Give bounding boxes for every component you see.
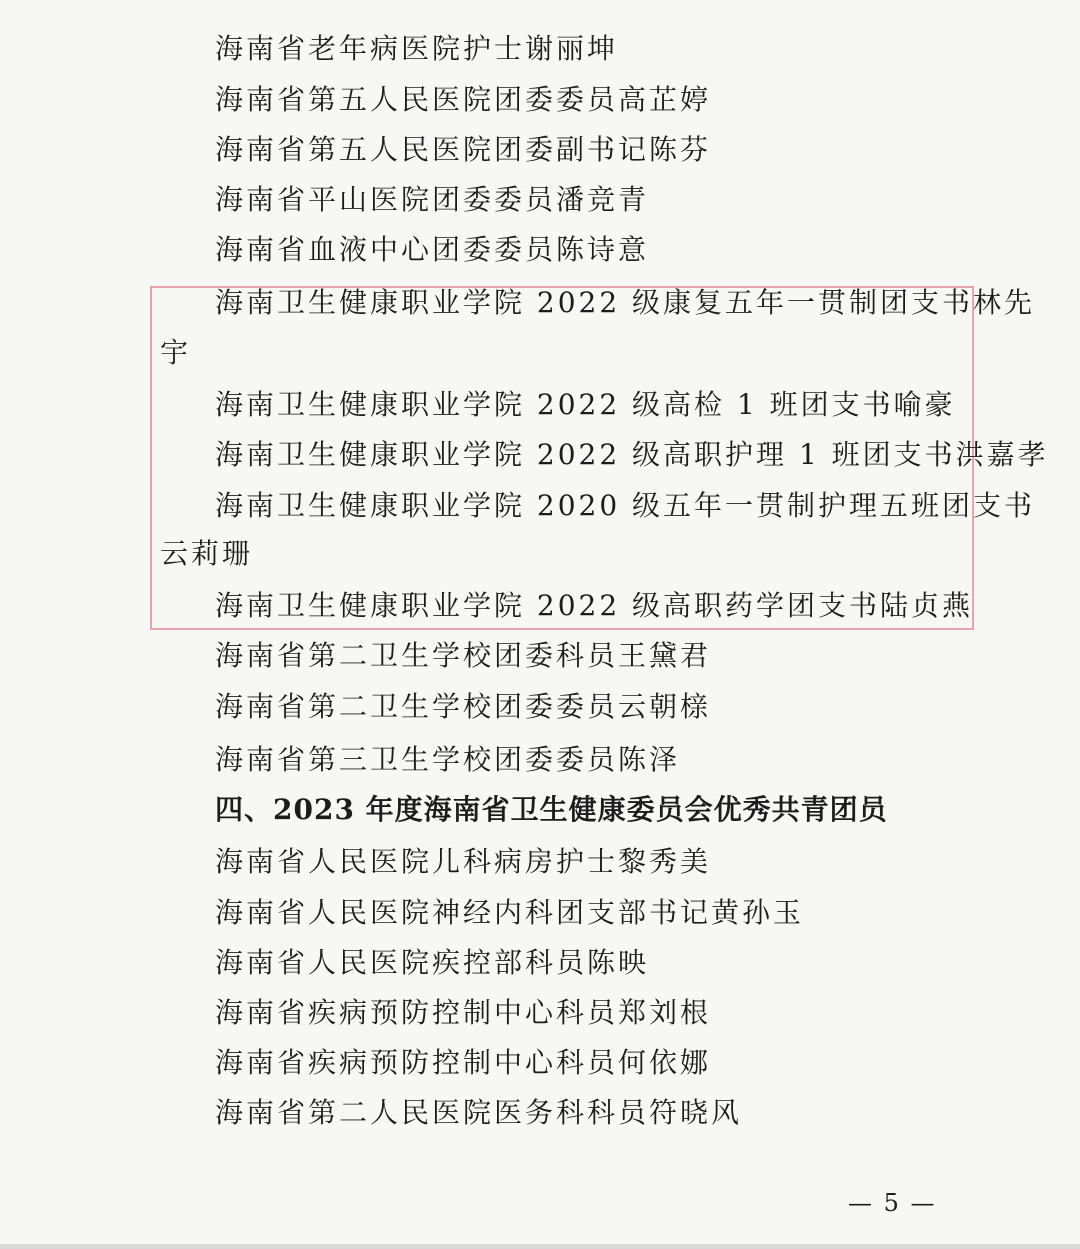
list-item: 海南省第二卫生学校团委科员王黛君 (215, 639, 712, 672)
list-item: 海南省第五人民医院团委委员高芷婷 (215, 83, 712, 116)
highlighted-item: 海南卫生健康职业学院 2022 级高职护理 1 班团支书洪嘉孝 (215, 438, 1049, 471)
list-item: 海南省疾病预防控制中心科员郑刘根 (215, 996, 712, 1029)
list-item: 海南省疾病预防控制中心科员何依娜 (215, 1046, 712, 1079)
list-item: 海南省第五人民医院团委副书记陈芬 (215, 133, 712, 166)
bottom-divider (0, 1244, 1080, 1249)
list-item: 海南省人民医院疾控部科员陈映 (215, 946, 650, 979)
highlighted-item: 海南卫生健康职业学院 2022 级高职药学团支书陆贞燕 (215, 589, 974, 622)
list-item: 海南省人民医院儿科病房护士黎秀美 (215, 845, 712, 878)
highlighted-item-continuation: 云莉珊 (160, 537, 254, 570)
list-item: 海南省第二人民医院医务科科员符晓风 (215, 1096, 743, 1129)
highlighted-item-continuation: 宇 (160, 336, 192, 369)
list-item: 海南省血液中心团委委员陈诗意 (215, 233, 650, 266)
list-item: 海南省平山医院团委委员潘竞青 (215, 183, 650, 216)
highlighted-item: 海南卫生健康职业学院 2022 级康复五年一贯制团支书林先 (215, 286, 1036, 319)
highlighted-item: 海南卫生健康职业学院 2022 级高检 1 班团支书喻豪 (215, 388, 956, 421)
highlighted-item: 海南卫生健康职业学院 2020 级五年一贯制护理五班团支书 (215, 489, 1036, 522)
list-item: 海南省第二卫生学校团委委员云朝榇 (215, 690, 712, 723)
list-item: 海南省第三卫生学校团委委员陈泽 (215, 743, 681, 776)
list-item: 海南省人民医院神经内科团支部书记黄孙玉 (215, 896, 805, 929)
section-heading: 四、2023 年度海南省卫生健康委员会优秀共青团员 (215, 793, 888, 826)
list-item: 海南省老年病医院护士谢丽坤 (215, 32, 619, 65)
page-number: — 5 — (848, 1189, 937, 1217)
